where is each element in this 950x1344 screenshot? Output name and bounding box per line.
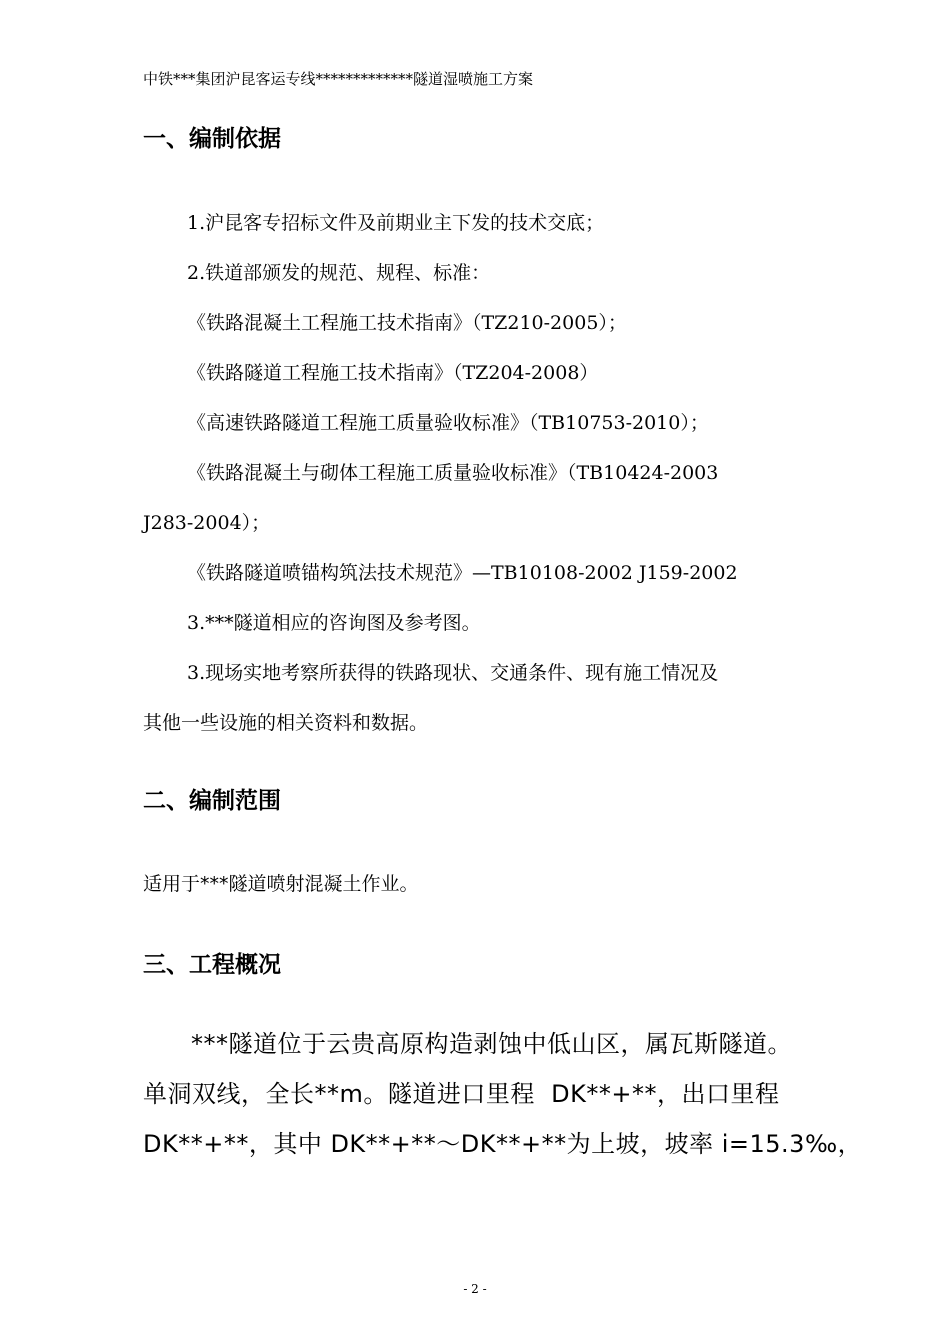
page-number: - 2 - <box>463 1282 487 1296</box>
running-header: 中铁***集团沪昆客运专线*************隧道湿喷施工方案 <box>143 70 534 88</box>
overview-line: 单洞双线，全长**m。隧道进口里程 DK**+**，出口里程 <box>143 1080 780 1108</box>
basis-item-2: 2.铁道部颁发的规范、规程、标准： <box>187 262 491 284</box>
scope-text: 适用于***隧道喷射混凝土作业。 <box>143 873 419 895</box>
basis-item-3: 3.***隧道相应的咨询图及参考图。 <box>187 612 481 634</box>
basis-item-4: 3.现场实地考察所获得的铁路现状、交通条件、现有施工情况及 <box>187 662 719 684</box>
section-heading-scope: 二、编制范围 <box>143 788 281 814</box>
standard-item-continued: J283-2004）； <box>143 512 271 534</box>
section-heading-overview: 三、工程概况 <box>143 952 281 978</box>
standard-item: 《高速铁路隧道工程施工质量验收标准》（TB10753-2010）； <box>187 412 709 434</box>
basis-item-1: 1.沪昆客专招标文件及前期业主下发的技术交底； <box>187 212 605 234</box>
overview-line: DK**+**，其中 DK**+**～DK**+**为上坡，坡率 i=15.3‰， <box>143 1130 863 1158</box>
standard-item: 《铁路隧道喷锚构筑法技术规范》—TB10108-2002 J159-2002 <box>187 562 738 584</box>
standard-item: 《铁路混凝土工程施工技术指南》（TZ210-2005）； <box>187 312 627 334</box>
standard-item: 《铁路混凝土与砌体工程施工质量验收标准》（TB10424-2003 <box>187 462 719 484</box>
section-heading-basis: 一、编制依据 <box>143 126 281 152</box>
standard-item: 《铁路隧道工程施工技术指南》（TZ204-2008） <box>187 362 599 384</box>
basis-item-4-continued: 其他一些设施的相关资料和数据。 <box>143 712 429 734</box>
overview-line: ***隧道位于云贵高原构造剥蚀中低山区，属瓦斯隧道。 <box>191 1030 792 1058</box>
